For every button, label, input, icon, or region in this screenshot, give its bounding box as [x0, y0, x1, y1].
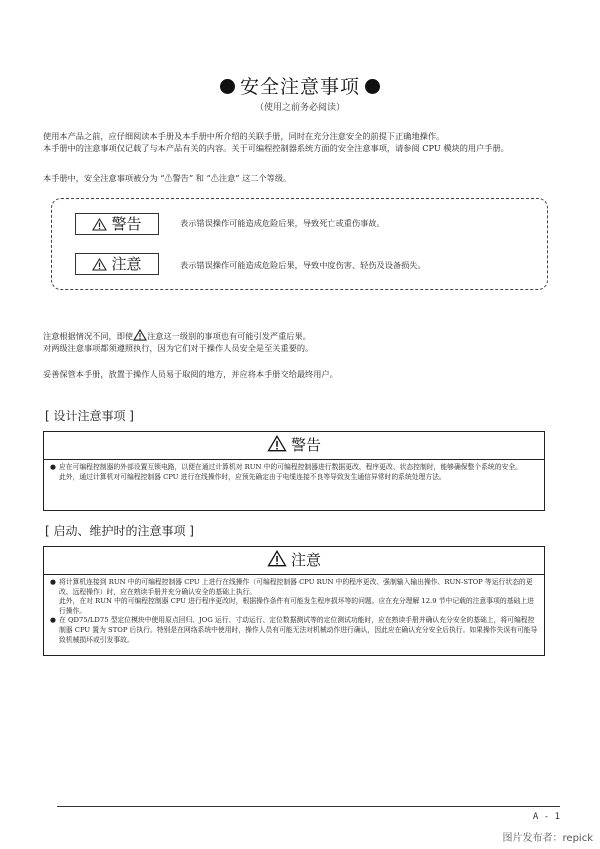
design-item-1: ● 应在可编程控制器的外部设置互锁电路，以便在通过计算机对 RUN 中的可编程控制器进行数据更改、程序更改、状态控制时，能够确保整个系统的安全。 [50, 463, 538, 473]
design-table-body [44, 460, 544, 486]
design-section-heading: [ 设计注意事项 ] [45, 409, 134, 423]
bullet-dot-left [220, 79, 235, 94]
design-table-header [44, 432, 544, 460]
note-3: 妥善保管本手册，放置于操作人员易于取阅的地方，并应将本手册交给最终用户。 [43, 369, 338, 379]
note-2: 对两级注意事项都须遵照执行，因为它们对于操作人员安全是至关重要的。 [43, 343, 314, 353]
warning-label-text: 警告 [111, 215, 142, 233]
bullet-dot-right [365, 79, 380, 94]
warning-description: 表示错误操作可能造成危险后果，导致死亡或重伤事故。 [180, 218, 385, 228]
startup-table-body [44, 575, 544, 649]
startup-caution-table [43, 546, 545, 656]
intro-paragraph-3: 本手册中，安全注意事项被分为 “⚠警告” 和 “⚠注意” 这二个等级。 [43, 173, 292, 183]
design-table-title: 警告 [290, 436, 321, 454]
footer-divider [57, 806, 560, 807]
startup-table-title: 注意 [290, 551, 321, 569]
caution-triangle-icon [267, 550, 287, 567]
watermark: 图片发布者：repick [502, 833, 593, 844]
caution-triangle-icon [92, 258, 107, 271]
design-item-1-continued: 此外，通过计算机对可编程控制器 CPU 进行在线操作时，应预先确定由于电缆连接不良等导致发生通信异常时的系统处理方法。 [59, 472, 446, 481]
note-1-prefix: 注意根据情况不同，即使 [43, 331, 134, 341]
page-number: A - 1 [532, 812, 560, 822]
warning-triangle-icon [267, 435, 287, 452]
intro-paragraph-1: 使用本产品之前，应仔细阅读本手册及本手册中所介绍的关联手册，同时在充分注意安全的前提下正确地操作。 [43, 131, 445, 141]
startup-item-1-continued: 此外，在对 RUN 中的可编程控制器 CPU 进行程序更改时，根据操作条件有可能发生程序损坏等的问题。应在充分理解 12.9 节中记载的注意事项的基础上进行操作。 [59, 597, 534, 615]
safety-levels-box [51, 198, 548, 290]
warning-triangle-icon [92, 218, 107, 231]
startup-section-heading: [ 启动、维护时的注意事项 ] [45, 524, 194, 538]
caution-inline-triangle-icon [133, 329, 147, 341]
caution-description: 表示错误操作可能造成危险后果，导致中度伤害、轻伤及设备损失。 [180, 260, 426, 270]
intro-paragraph-2: 本手册中的注意事项仅记载了与本产品有关的内容。关于可编程控制器系统方面的安全注意事项，请参阅 CPU 模块的用户手册。 [43, 143, 509, 153]
caution-label-text: 注意 [111, 255, 142, 273]
startup-table-header [44, 547, 544, 575]
subtitle: （使用之前务必阅读） [254, 103, 345, 113]
note-1 [43, 329, 563, 342]
caution-label-box [75, 253, 159, 275]
page-title [0, 72, 600, 99]
title-text: 安全注意事项 [239, 76, 360, 98]
design-warning-table [43, 431, 545, 511]
warning-label-box [75, 213, 159, 235]
startup-item-2: ● 在 QD75/LD75 型定位模块中使用原点回归、JOG 运行、寸动运行、定位数据测试等的定位测试功能时，应在熟读手册并确认充分安全的基础上，将可编程控制器 CPU 置为 STOP 后执行。特别是在网络系统中使用时，操作人员有可能无法对机械动作进行确认，因此应在确认充分安全后执行。如果操作失误有可能导致机械损坏或引发事故。 [50, 616, 538, 645]
note-1-suffix: 注意这一级别的事项也有可能引发严重后果。 [147, 331, 311, 341]
startup-item-1: ● 将计算机连接到 RUN 中的可编程控制器 CPU 上进行在线操作（可编程控制器 CPU RUN 中的程序更改、强制输入输出操作、RUN-STOP 等运行状态的更改、远程操作）时，应在熟读手册并充分确认安全的基础上执行。 [50, 578, 538, 597]
